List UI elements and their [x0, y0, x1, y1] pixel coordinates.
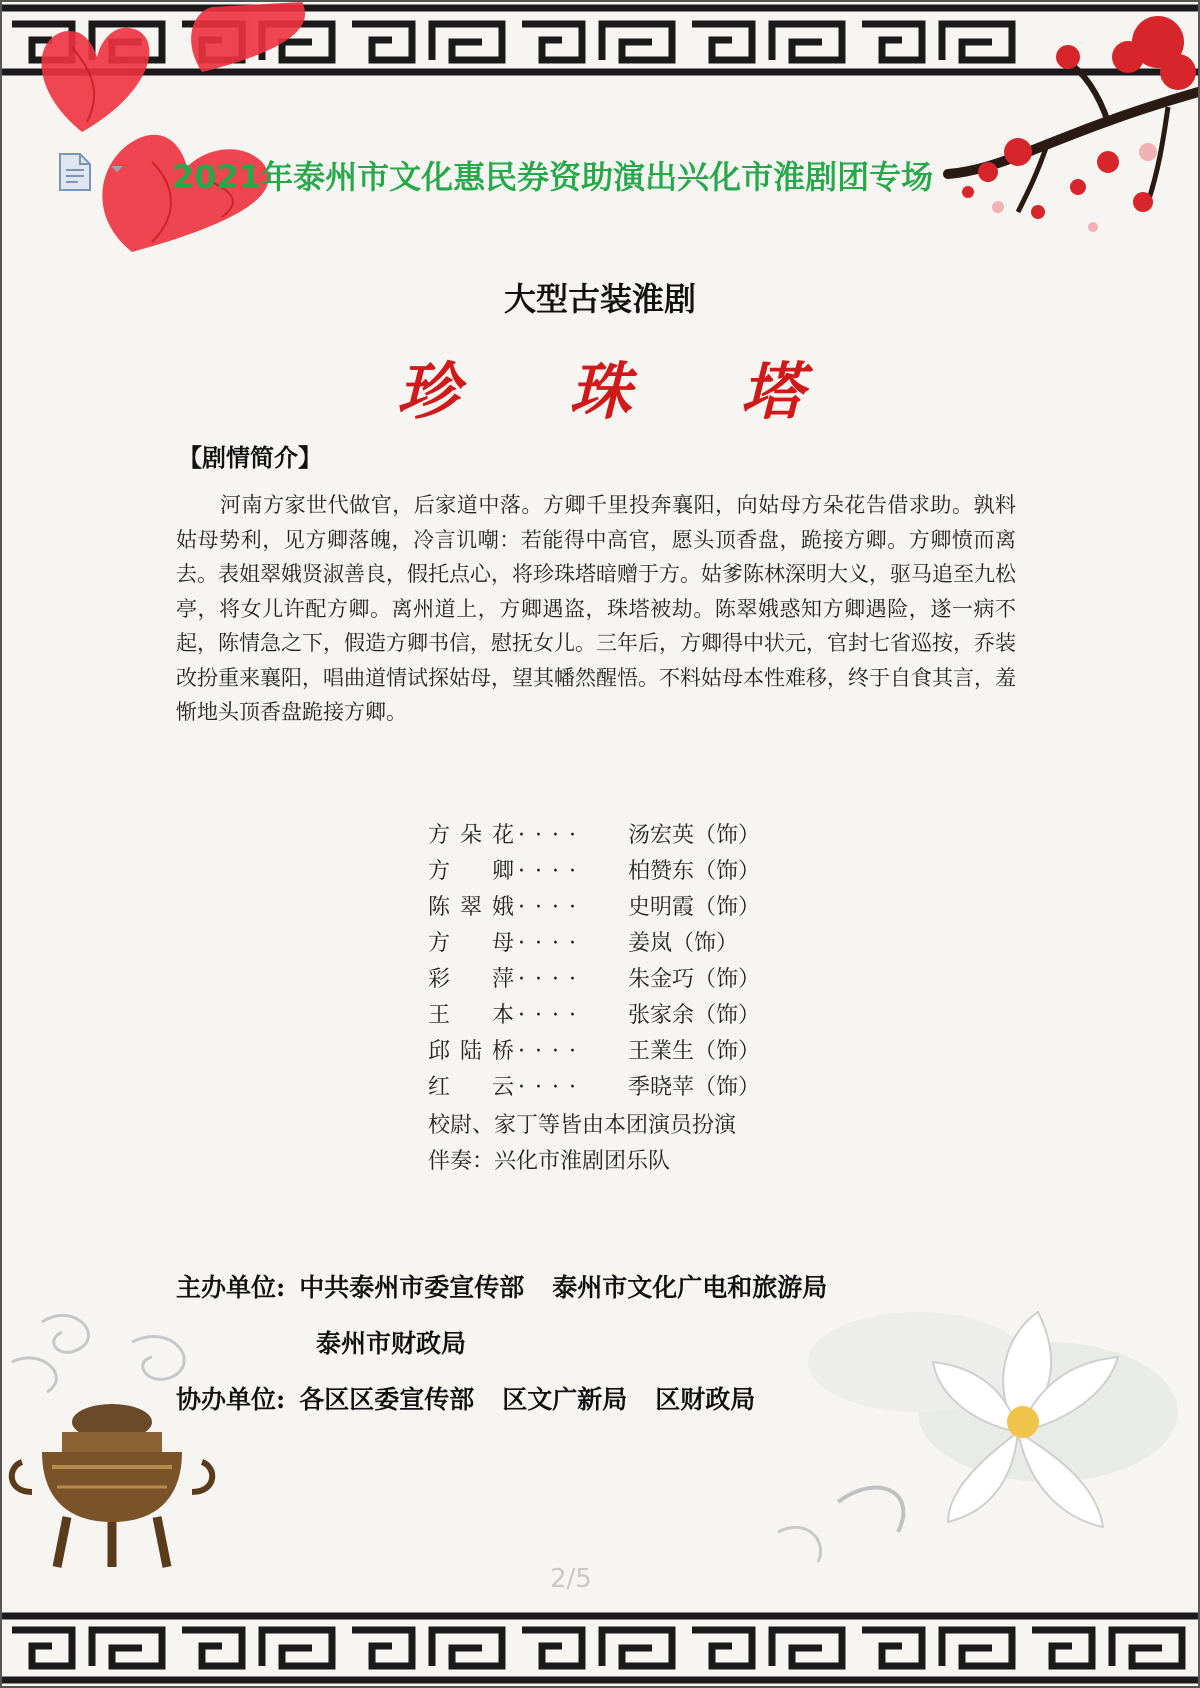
co-label: 协办单位:: [176, 1385, 286, 1414]
lattice-border-bottom: [2, 1608, 1198, 1686]
co-org: 区文广新局: [502, 1385, 628, 1414]
cast-role: 方母: [428, 931, 514, 956]
cast-role: 邱陆桥: [428, 1039, 514, 1064]
cast-row: [428, 926, 888, 962]
cast-dots: ····: [518, 895, 586, 920]
cast-role: 陈翠娥: [428, 895, 514, 920]
page-number: 2/5: [550, 1564, 592, 1594]
cast-row: [428, 890, 888, 926]
co-org: 各区区委宣传部: [299, 1385, 475, 1414]
cast-actor: 朱金巧（饰）: [628, 967, 761, 992]
cast-actor: 姜岚（饰）: [628, 931, 739, 956]
cast-row: [428, 998, 888, 1034]
cast-role: 王本: [428, 1003, 514, 1028]
incense-burner: [2, 1302, 252, 1602]
cast-row: [428, 962, 888, 998]
cast-dots: ····: [518, 1075, 586, 1100]
document-icon[interactable]: [58, 152, 92, 192]
host-organizer-extra: 泰州市财政局: [316, 1329, 467, 1358]
subtitle: 大型古装淮剧: [503, 280, 696, 318]
cast-actor: 史明霞（饰）: [628, 895, 761, 920]
cast-note-accompaniment: 伴奏：兴化市淮剧团乐队: [428, 1149, 671, 1174]
cast-dots: ····: [518, 1039, 586, 1064]
cast-row: [428, 818, 888, 854]
cast-actor: 柏赞东（饰）: [628, 859, 761, 884]
cast-dots: ····: [518, 859, 586, 884]
cast-role: 方卿: [428, 859, 514, 884]
cast-actor: 汤宏英（饰）: [628, 823, 761, 848]
co-org: 区财政局: [655, 1385, 756, 1414]
cast-list: [428, 818, 888, 1106]
cast-row: [428, 1034, 888, 1070]
synopsis-text: 河南方家世代做官，后家道中落。方卿千里投奔襄阳，向姑母方朵花告借求助。孰料姑母势利，见方卿落魄，冷言讥嘲：若能得中高官，愿头顶香盘，跪接方卿。方卿愤而离去。表姐翠娥贤淑善良，假托点心，将珍珠塔暗赠于方。姑爹陈林深明大义，驱马追至九松亭，将女儿许配方卿。离州道上，方卿遇盗，珠塔被劫。陈翠娥惑知方卿遇险，遂一病不起，陈情急之下，假造方卿书信，慰抚女儿。三年后，方卿得中状元，官封七省巡按，乔装改扮重来襄阳，唱曲道情试探姑母，望其幡然醒悟。不料姑母本性难移，终于自食其言，羞惭地头顶香盘跪接方卿。: [176, 493, 1016, 724]
lotus-flower: [718, 1272, 1198, 1582]
cast-row: [428, 1070, 888, 1106]
host-org: 中共泰州市委宣传部: [299, 1273, 525, 1302]
cast-row: [428, 854, 888, 890]
cast-role: 方朵花: [428, 823, 514, 848]
cast-actor: 王業生（饰）: [628, 1039, 761, 1064]
cast-role: 红云: [428, 1075, 514, 1100]
cast-role: 彩萍: [428, 967, 514, 992]
plum-blossom-branch: [878, 2, 1198, 262]
cast-actor: 张家余（饰）: [628, 1003, 761, 1028]
cast-actor: 季晓苹（饰）: [628, 1075, 761, 1100]
banner-title: 2021年泰州市文化惠民券资助演出兴化市淮剧团专场: [172, 158, 934, 196]
cast-note-extras: 校尉、家丁等皆由本团演员扮演: [428, 1113, 737, 1138]
cast-dots: ····: [518, 967, 586, 992]
host-org: 泰州市文化广电和旅游局: [552, 1273, 828, 1302]
cast-dots: ····: [518, 823, 586, 848]
cast-dots: ····: [518, 1003, 586, 1028]
host-label: 主办单位:: [176, 1273, 286, 1302]
cast-dots: ····: [518, 931, 586, 956]
synopsis-heading: 【剧情简介】: [178, 443, 322, 472]
main-title: 珍珠塔: [396, 355, 913, 428]
heart-doodle: [2, 2, 362, 272]
co-organizers: [176, 1380, 783, 1416]
dropdown-caret-icon[interactable]: [110, 164, 124, 174]
